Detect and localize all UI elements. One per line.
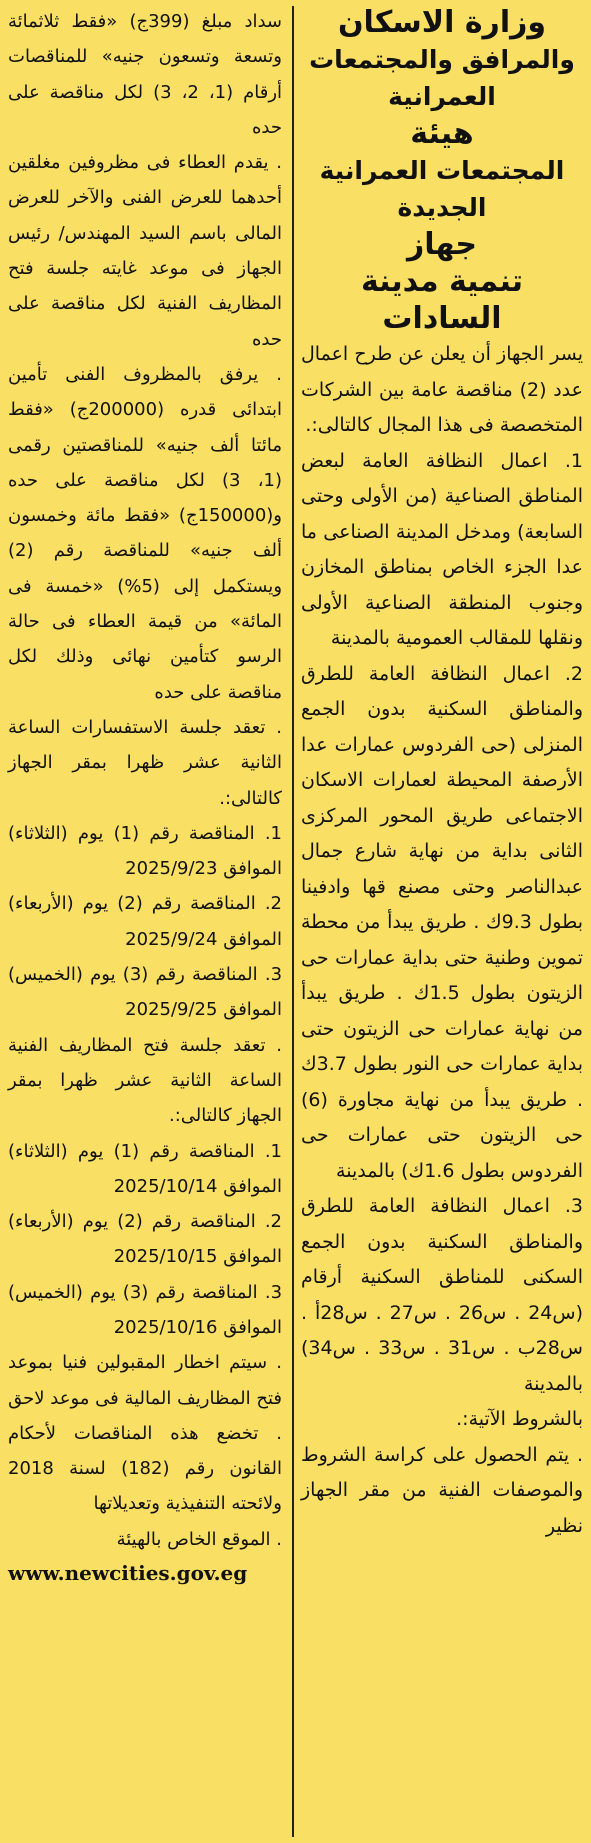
inquiry-date-2: 2. المناقصة رقم (2) يوم (الأربعاء) الموافق 2025/9/24	[8, 893, 282, 950]
inquiry-date-1: 1. المناقصة رقم (1) يوم (الثلاثاء) الموافق 2025/9/23	[8, 822, 282, 880]
tender-item-3: 3. اعمال النظافة العامة للطرق والمناطق السكنية بدون الجمع السكنى للمناطق السكنية أرقام (س24 . س26 . س27 . س28أ . س28ب . س31 . س33 . س34) بالمدينة	[301, 1195, 583, 1395]
right-column	[297, 4, 589, 1843]
opening-date-3: 3. المناقصة رقم (3) يوم (الخميس) الموافق 2025/10/16	[8, 1281, 283, 1338]
announcement-header	[301, 4, 583, 337]
left-column	[2, 4, 286, 1843]
website-url[interactable]: www.newcities.gov.eg	[8, 1561, 248, 1586]
conditions-heading: بالشروط الآتية:.	[456, 1408, 583, 1430]
tender-item-2: 2. اعمال النظافة العامة للطرق والمناطق السكنية بدون الجمع المنزلى (حى الفردوس عمارات عدا الأرصفة المحيطة لعمارات الاسكان الاجتماعى طريق المحور المركزى الثانى بداية من نهاية شارع جمال عبدالناصر وحتى مصنع قها وادفينا بطول 9.3ك . طريق يبدأ من محطة تموين وطنية حتى بداية عمارات حى الزيتون بطول 1.5ك . طريق يبدأ من نهاية عمارات حى الزيتون حتى بداية عمارات حى النور بطول 3.7ك . طريق يبدأ من نهاية مجاورة (6) حى الزيتون حتى عمارات حى الفردوس بطول 1.6ك) بالمدينة	[301, 662, 583, 1182]
financial-notice: . سيتم اخطار المقبولين فنيا بموعد فتح المظاريف المالية فى موعد لاحق	[8, 1352, 282, 1409]
opening-date-2: 2. المناقصة رقم (2) يوم (الأربعاء) الموافق 2025/10/15	[8, 1211, 282, 1268]
inquiry-date-3: 3. المناقصة رقم (3) يوم (الخميس) الموافق 2025/9/25	[8, 964, 283, 1021]
authority-name: المجتمعات العمرانية الجديدة	[319, 156, 565, 222]
authority-label: هيئة	[410, 116, 474, 151]
agency-label: جهاز	[407, 227, 477, 262]
booklet-fee: سداد مبلغ (399ج) «فقط ثلاثمائة وتسعة وتسعون جنيه» للمناقصات أرقام (1، 2، 3) لكل مناقصة على حده	[8, 11, 283, 138]
column-divider	[292, 6, 294, 1837]
bid-bond: . يرفق بالمظروف الفنى تأمين ابتدائى قدره (200000ج) «فقط مائتا ألف جنيه» للمناقصتين رقمى (1، 3) لكل مناقصة على حده و(150000ج) «فقط مائة وخمسون ألف جنيه» للمناقصة رقم (2) ويستكمل إلى (5%) «خمسة فى المائة» من قيمة العطاء فى حالة الرسو كتأمين نهائى وذلك لكل مناقصة على حده	[8, 363, 283, 703]
agency-name: تنمية مدينة السادات	[360, 264, 524, 336]
intro-paragraph: يسر الجهاز أن يعلن عن طرح اعمال عدد (2) مناقصة عامة بين الشركات المتخصصة فى هذا المجال كالتالى:.	[301, 343, 583, 436]
bid-submission: . يقدم العطاء فى مظروفين مغلقين أحدهما للعرض الفنى والآخر للعرض المالى باسم السيد المهندس/ رئيس الجهاز فى موعد غايته جلسة فتح المظاريف الفنية لكل مناقصة على حده	[8, 152, 282, 350]
website-label: . الموقع الخاص بالهيئة	[116, 1528, 282, 1550]
inquiry-session-heading: . تعقد جلسة الاستفسارات الساعة الثانية عشر ظهرا بمقر الجهاز كالتالى:.	[8, 716, 282, 809]
condition-booklet: . يتم الحصول على كراسة الشروط والموصفات الفنية من مقر الجهاز نظير	[301, 1443, 583, 1537]
tender-item-1: 1. اعمال النظافة العامة لبعض المناطق الصناعية (من الأولى وحتى السابعة) ومدخل المدينة الصناعى ما عدا الجزء الخاص بمناطق المخازن وجنوب المنطقة الصناعية الأولى ونقلها للمقالب العمومية بالمدينة	[301, 449, 583, 649]
opening-session-heading: . تعقد جلسة فتح المظاريف الفنية الساعة الثانية عشر ظهرا بمقر الجهاز كالتالى:.	[8, 1034, 282, 1127]
legal-clause: . تخضع هذه المناقصات لأحكام القانون رقم (182) لسنة 2018 ولائحته التنفيذية وتعديلاتها	[8, 1422, 282, 1515]
opening-date-1: 1. المناقصة رقم (1) يوم (الثلاثاء) الموافق 2025/10/14	[8, 1140, 282, 1197]
ministry-name: وزارة الاسكان	[337, 5, 547, 40]
ministry-name-cont: والمرافق والمجتمعات العمرانية	[309, 45, 575, 111]
